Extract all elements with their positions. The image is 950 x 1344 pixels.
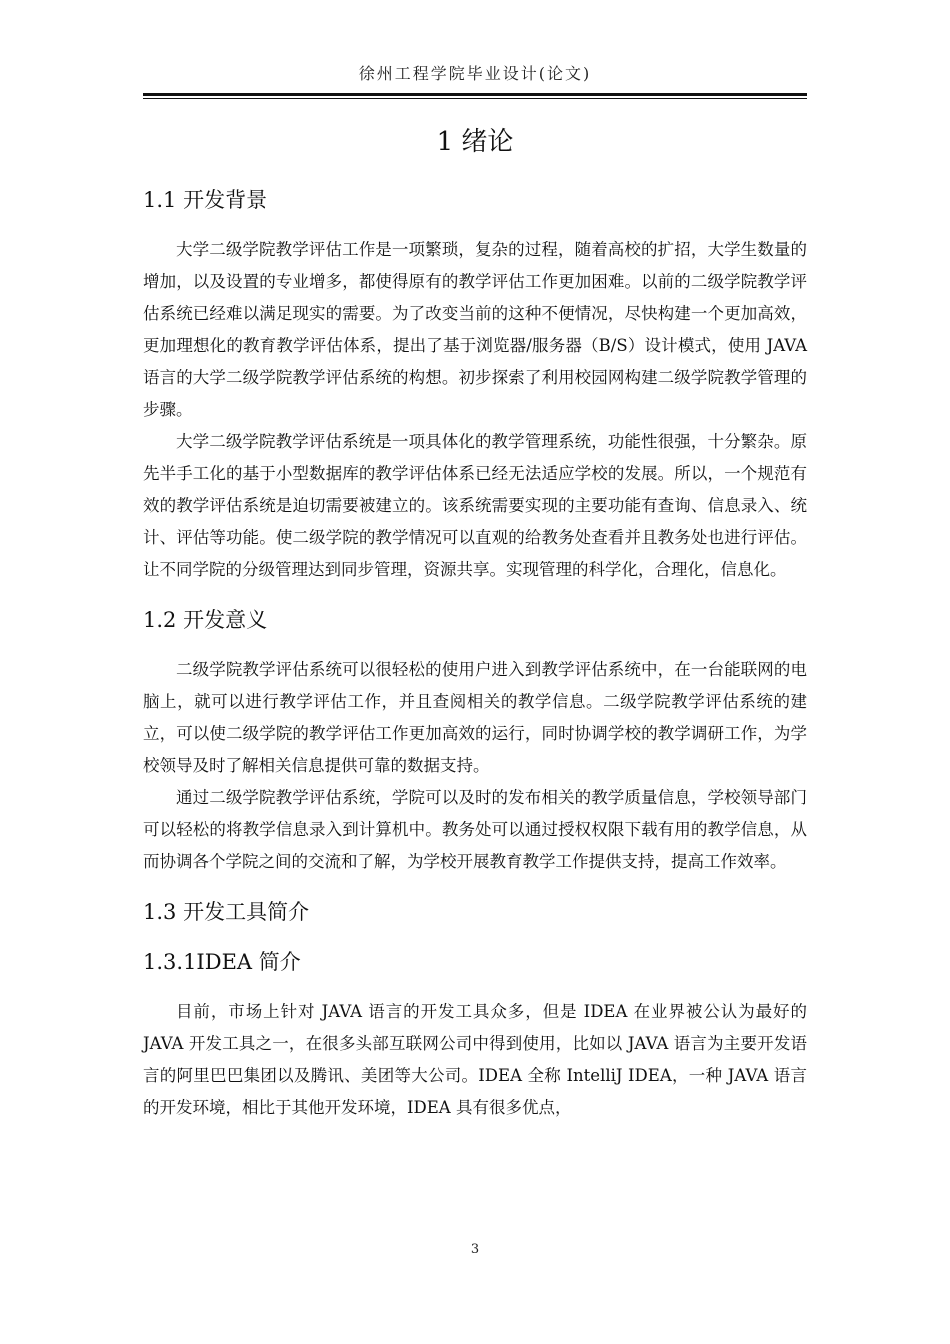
section-title-background: 1.1 开发背景: [143, 188, 268, 212]
section-title-tools: 1.3 开发工具简介: [143, 900, 310, 924]
subsection-title-idea: 1.3.1IDEA 简介: [143, 950, 301, 974]
header-rule-thin: [143, 98, 807, 99]
section-title-significance: 1.2 开发意义: [143, 608, 268, 632]
paragraph-significance-1: 二级学院教学评估系统可以很轻松的使用户进入到教学评估系统中，在一台能联网的电脑上，就可以进行教学评估工作，并且查阅相关的教学信息。二级学院教学评估系统的建立，可以使二级学院的教学评估工作更加高效的运行，同时协调学校的教学调研工作，为学校领导及时了解相关信息提供可靠的数据支持。: [143, 660, 807, 775]
chapter-title: 1 绪论: [436, 127, 514, 157]
section-gap: [143, 586, 807, 604]
header-rule-thick: [143, 93, 807, 96]
page-body: [143, 118, 807, 1124]
paragraph-background-1: 大学二级学院教学评估工作是一项繁琐，复杂的过程，随着高校的扩招，大学生数量的增加，以及设置的专业增多，都使得原有的教学评估工作更加困难。以前的二级学院教学评估系统已经难以满足现实的需要。为了改变当前的这种不便情况，尽快构建一个更加高效，更加理想化的教育教学评估体系，提出了基于浏览器/服务器（B/S）设计模式，使用 JAVA 语言的大学二级学院教学评估系统的构想。初步探索了利用校园网构建二级学院教学管理的步骤。: [143, 240, 807, 419]
running-header: 徐州工程学院毕业设计(论文): [358, 64, 592, 83]
paragraph-significance-2: 通过二级学院教学评估系统，学院可以及时的发布相关的教学质量信息，学校领导部门可以轻松的将教学信息录入到计算机中。教务处可以通过授权权限下载有用的教学信息，从而协调各个学院之间的交流和了解，为学校开展教育教学工作提供支持，提高工作效率。: [143, 788, 807, 871]
section-gap: [143, 878, 807, 896]
paragraph-background-2: 大学二级学院教学评估系统是一项具体化的教学管理系统，功能性很强，十分繁杂。原先半手工化的基于小型数据库的教学评估体系已经无法适应学校的发展。所以，一个规范有效的教学评估系统是迫切需要被建立的。该系统需要实现的主要功能有查询、信息录入、统计、评估等功能。使二级学院的教学情况可以直观的给教务处查看并且教务处也进行评估。让不同学院的分级管理达到同步管理，资源共享。实现管理的科学化，合理化，信息化。: [143, 432, 807, 579]
page-number: 3: [470, 1242, 480, 1257]
paragraph-idea-1: 目前，市场上针对 JAVA 语言的开发工具众多，但是 IDEA 在业界被公认为最好的 JAVA 开发工具之一，在很多头部互联网公司中得到使用，比如以 JAVA 语言为主要开发语言的阿里巴巴集团以及腾讯、美团等大公司。IDEA 全称 IntelliJ IDEA，一种 JAVA 语言的开发环境，相比于其他开发环境，IDEA 具有很多优点，: [143, 1002, 807, 1117]
